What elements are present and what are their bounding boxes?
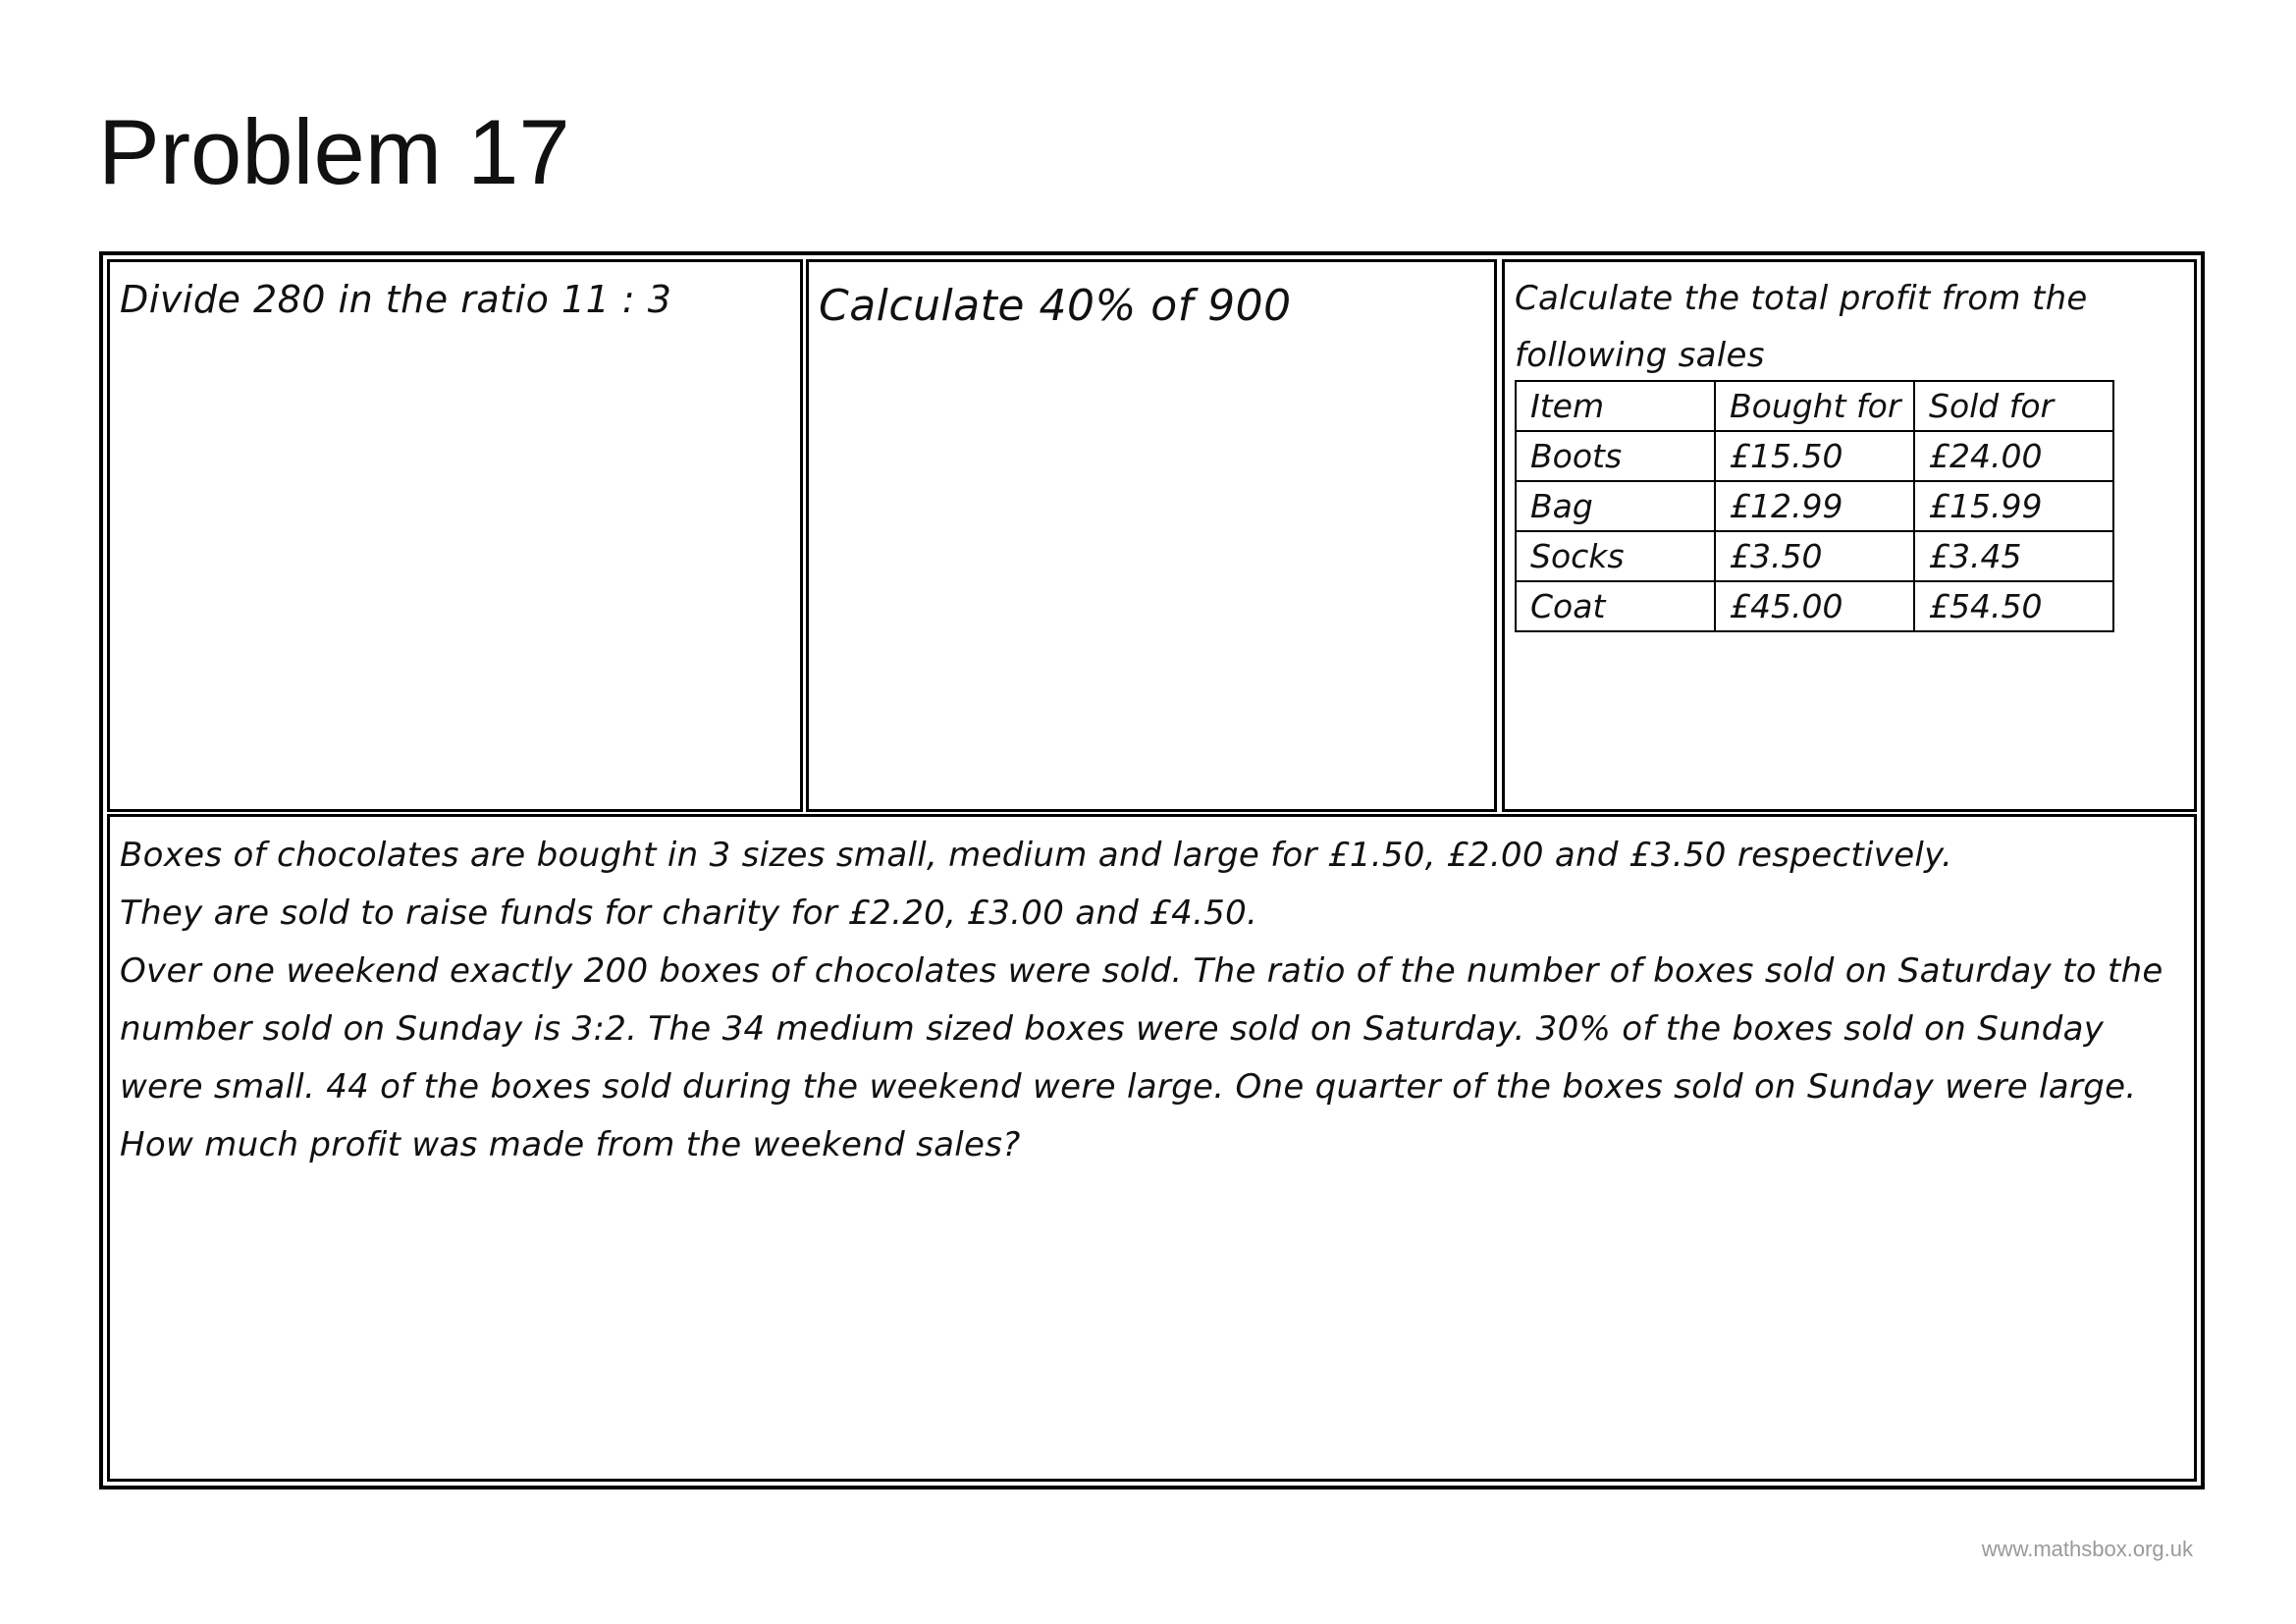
table-cell-item: Socks xyxy=(1516,531,1715,581)
question-box-chocolates xyxy=(107,814,2197,1482)
table-row xyxy=(1516,481,2113,531)
table-cell-sold: £15.99 xyxy=(1914,481,2113,531)
question-ratio-text: Divide 280 in the ratio 11 : 3 xyxy=(120,278,672,321)
table-cell-bought: £15.50 xyxy=(1715,431,1914,481)
table-row xyxy=(1516,431,2113,481)
question-line: Over one weekend exactly 200 boxes of chocolates were sold. The ratio of the number of boxes sold on Saturday to the number sold on Sunday is 3:2. The 34 medium sized boxes were sold on Saturday. 30% of the boxes sold on Sunday were small. 44 of the boxes sold during the weekend were large. One quarter of the boxes sold on Sunday were large. How much profit was made from the weekend sales? xyxy=(120,951,2163,1164)
table-cell-sold: £24.00 xyxy=(1914,431,2113,481)
question-percentage-text: Calculate 40% of 900 xyxy=(819,281,1292,331)
table-cell-bought: £3.50 xyxy=(1715,531,1914,581)
question-box-percentage xyxy=(806,259,1497,812)
question-box-ratio xyxy=(107,259,803,812)
question-box-profit xyxy=(1502,259,2197,812)
table-row xyxy=(1516,581,2113,631)
question-chocolates-text xyxy=(120,827,2181,1174)
table-row xyxy=(1516,531,2113,581)
table-cell-item: Boots xyxy=(1516,431,1715,481)
profit-table xyxy=(1515,380,2114,632)
question-line: They are sold to raise funds for charity for £2.20, £3.00 and £4.50. xyxy=(120,893,1258,933)
table-header-row xyxy=(1516,381,2113,431)
question-profit-text: Calculate the total profit from the following sales xyxy=(1515,279,2088,375)
table-cell-item: Coat xyxy=(1516,581,1715,631)
website-footer: www.mathsbox.org.uk xyxy=(1981,1537,2193,1561)
question-line: Boxes of chocolates are bought in 3 sizes small, medium and large for £1.50, £2.00 and £3.50 respectively. xyxy=(120,836,1953,875)
header-item: Item xyxy=(1516,381,1715,431)
table-cell-bought: £45.00 xyxy=(1715,581,1914,631)
page-title: Problem 17 xyxy=(98,100,570,203)
table-cell-item: Bag xyxy=(1516,481,1715,531)
table-cell-sold: £54.50 xyxy=(1914,581,2113,631)
table-cell-sold: £3.45 xyxy=(1914,531,2113,581)
header-bought-for: Bought for xyxy=(1715,381,1914,431)
table-cell-bought: £12.99 xyxy=(1715,481,1914,531)
header-sold-for: Sold for xyxy=(1914,381,2113,431)
